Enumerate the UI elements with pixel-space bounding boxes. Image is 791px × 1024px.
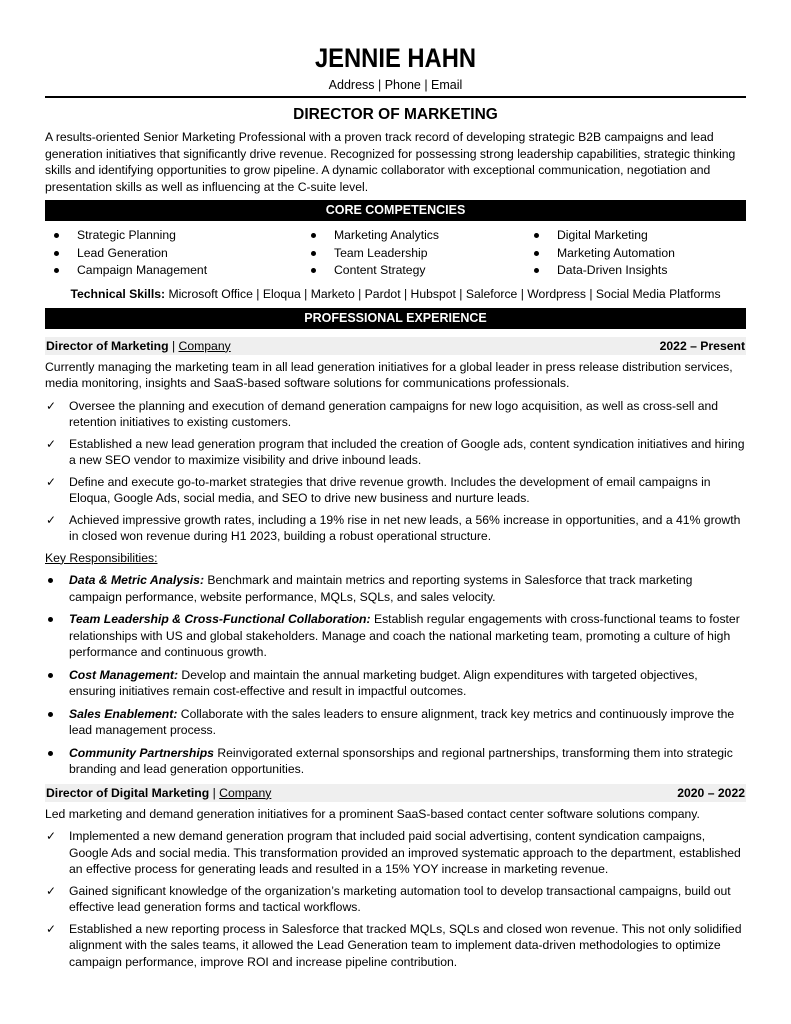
core-competencies-heading: CORE COMPETENCIES: [45, 200, 746, 221]
achievement-item: [45, 883, 746, 916]
responsibility-text: Reinvigorated external sponsorships and regional partnerships, transforming them into strategic branding and lead generation opportunities.: [69, 745, 733, 777]
competency-item: Marketing Automation: [533, 245, 733, 263]
responsibility-text: Establish regular engagements with cross-functional teams to foster relationships with US and global stakeholders. Manage and coach the national marketing team, promoting a culture of high performance and continuous growth.: [69, 612, 740, 660]
achievement-text: Established a new lead generation program that included the creation of Google ads, content syndication initiatives and hiring a new SEO vendor to maximize visibility and drive inbound leads.: [69, 436, 745, 468]
job-title-line: [46, 337, 231, 355]
achievement-item: [45, 512, 746, 545]
job-header: [45, 337, 746, 355]
responsibility-lead: Data & Metric Analysis:: [69, 573, 205, 588]
checkmark-icon: ✓: [46, 829, 57, 844]
achievement-text: Implemented a new demand generation program that included paid social advertising, content syndication campaigns, Google Ads and social media. This transformation provided an improved systematic approach to the department, established an effective process for generating leads and resulted in a 15% YOY increase in marketing revenue.: [69, 829, 741, 877]
candidate-name: JENNIE HAHN: [314, 43, 477, 73]
responsibility-lead: Sales Enablement:: [69, 706, 178, 721]
responsibility-lead: Team Leadership & Cross-Functional Collaboration:: [69, 612, 371, 627]
achievement-list: [45, 828, 746, 970]
competency-item: Strategic Planning: [53, 227, 310, 245]
competency-item: Marketing Analytics: [310, 227, 533, 245]
responsibilities-list: [45, 572, 746, 778]
technical-skills-value: Microsoft Office | Eloqua | Marketo | Pardot | Hubspot | Saleforce | Wordpress | Social Media Platforms: [165, 286, 721, 301]
achievement-text: Oversee the planning and execution of demand generation campaigns for new logo acquisition, as well as cross-sell and retention initiatives to existing customers.: [69, 398, 719, 430]
company-name: Company: [178, 338, 231, 353]
job-title-line: [46, 784, 271, 802]
achievement-text: Achieved impressive growth rates, including a 19% rise in net new leads, a 56% increase in opportunities, and a 41% growth in closed won revenue during H1 2023, building a robust operational structure.: [69, 512, 741, 544]
responsibility-lead: Cost Management:: [69, 667, 179, 682]
job-dates: 2022 – Present: [659, 338, 745, 353]
responsibility-item: [45, 706, 746, 739]
contact-line: Address | Phone | Email: [328, 78, 463, 92]
responsibility-item: [45, 667, 746, 700]
competency-item: Campaign Management: [53, 262, 310, 280]
key-responsibilities-label: Key Responsibilities:: [45, 550, 158, 565]
competency-item: Content Strategy: [310, 262, 533, 280]
summary-paragraph: A results-oriented Senior Marketing Professional with a proven track record of developing strategic B2B campaigns and lead generation initiatives that significantly drive revenue. Recognized for possessing strong leadership capabilities, strategic thinking skills and identifying opportunities to grow pipeline. A dynamic collaborator with exceptional communication, negotiation and presentation skills as well as influencing at the C-suite level.: [45, 130, 736, 194]
responsibility-item: [45, 745, 746, 778]
competencies-column-3: [533, 227, 733, 280]
achievement-list: [45, 398, 746, 545]
achievement-item: [45, 436, 746, 469]
achievement-item: [45, 398, 746, 431]
competency-item: Lead Generation: [53, 245, 310, 263]
achievement-item: [45, 828, 746, 878]
responsibility-item: [45, 611, 746, 661]
checkmark-icon: ✓: [46, 398, 57, 413]
job-description: Led marketing and demand generation initiatives for a prominent SaaS-based contact center software solutions company.: [45, 806, 700, 821]
job-description: Currently managing the marketing team in all lead generation initiatives for a global leader in press release distribution services, media monitoring, insights and SaaS-based software solutions for communications professionals.: [45, 359, 733, 391]
checkmark-icon: ✓: [46, 883, 57, 898]
competencies-column-2: [310, 227, 533, 280]
technical-skills-label: Technical Skills:: [70, 286, 166, 301]
achievement-text: Gained significant knowledge of the organization’s marketing automation tool to develop transactional campaigns, build out effective lead generation forms and tactical workflows.: [69, 883, 731, 915]
competency-item: Digital Marketing: [533, 227, 733, 245]
competency-item: Team Leadership: [310, 245, 533, 263]
header-divider: [45, 96, 746, 98]
company-name: Company: [219, 785, 272, 800]
responsibility-lead: Community Partnerships: [69, 745, 214, 760]
achievement-item: [45, 474, 746, 507]
job-title: Director of Digital Marketing: [46, 785, 210, 800]
responsibility-text: Collaborate with the sales leaders to ensure alignment, track key metrics and continuously improve the lead management process.: [69, 706, 735, 738]
competency-item: Data-Driven Insights: [533, 262, 733, 280]
responsibility-text: Benchmark and maintain metrics and reporting systems in Salesforce that track marketing campaign performance, website performance, MQLs, SQLs, and sales velocity.: [69, 573, 693, 604]
job-dates: 2020 – 2022: [677, 785, 745, 800]
responsibility-text: Develop and maintain the annual marketing budget. Align expenditures with targeted objectives, ensuring initiatives remain cost-effective and result in impactful outcomes.: [69, 667, 698, 699]
technical-skills: [45, 286, 746, 303]
resume-title: DIRECTOR OF MARKETING: [293, 106, 498, 123]
checkmark-icon: ✓: [46, 512, 57, 527]
checkmark-icon: ✓: [46, 436, 57, 451]
checkmark-icon: ✓: [46, 921, 57, 936]
responsibility-item: [45, 572, 746, 605]
job-title: Director of Marketing: [46, 338, 169, 353]
professional-experience-heading: PROFESSIONAL EXPERIENCE: [45, 308, 746, 329]
resume-page: [45, 0, 746, 975]
competencies-column-1: [53, 227, 310, 280]
competencies-grid: [45, 227, 746, 280]
title-separator: |: [209, 785, 220, 800]
achievement-text: Define and execute go-to-market strategies that drive revenue growth. Includes the development of email campaigns in Eloqua, Google Ads, social media, and SEO to drive new business and nurture leads.: [69, 474, 711, 506]
job-header: [45, 784, 746, 802]
title-separator: |: [168, 338, 179, 353]
achievement-text: Established a new reporting process in Salesforce that tracked MQLs, SQLs and closed won revenue. This not only solidified alignment with the sales teams, it allowed the Lead Generation team to implement data-driven methodologies to optimize campaign performance, improve ROI and increase pipeline contribution.: [69, 921, 742, 969]
checkmark-icon: ✓: [46, 474, 57, 489]
achievement-item: [45, 921, 746, 971]
